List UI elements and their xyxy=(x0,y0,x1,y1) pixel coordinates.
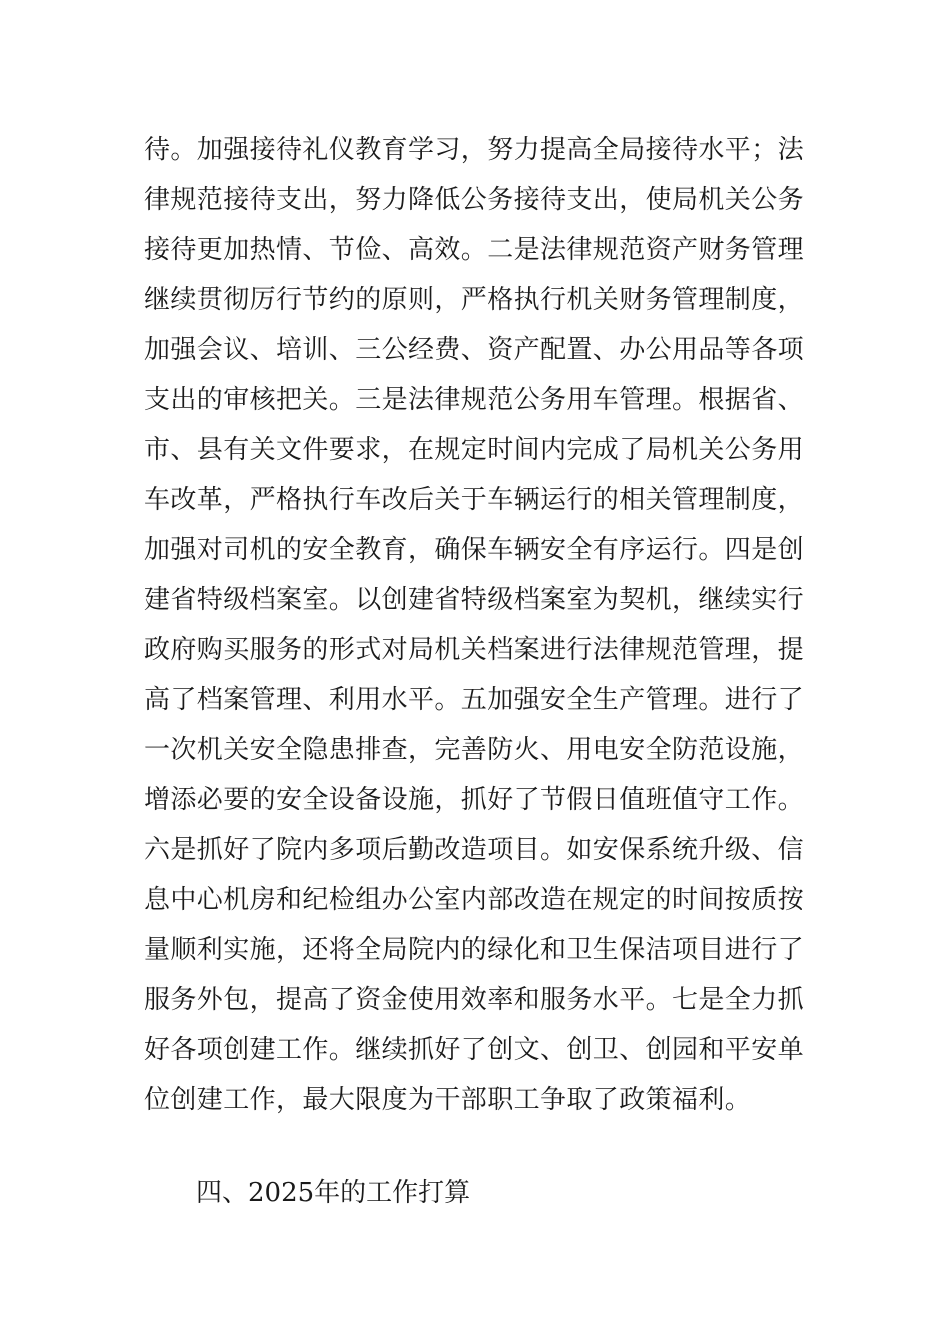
paragraph-line: 待。加强接待礼仪教育学习，努力提高全局接待水平；法 xyxy=(144,135,805,165)
paragraph-line: 好各项创建工作。继续抓好了创文、创卫、创园和平安单 xyxy=(144,1035,805,1065)
section-heading: 四、2025年的工作打算 xyxy=(196,1178,471,1208)
paragraph-line: 息中心机房和纪检组办公室内部改造在规定的时间按质按 xyxy=(144,885,805,915)
paragraph-line: 车改革，严格执行车改后关于车辆运行的相关管理制度， xyxy=(144,485,805,515)
paragraph-line: 六是抓好了院内多项后勤改造项目。如安保系统升级、信 xyxy=(144,835,805,865)
paragraph-line: 加强对司机的安全教育，确保车辆安全有序运行。四是创 xyxy=(144,535,805,565)
paragraph-line: 服务外包，提高了资金使用效率和服务水平。七是全力抓 xyxy=(144,985,805,1015)
paragraph-line: 建省特级档案室。以创建省特级档案室为契机，继续实行 xyxy=(144,585,805,615)
paragraph-line: 支出的审核把关。三是法律规范公务用车管理。根据省、 xyxy=(144,385,805,415)
paragraph-line: 加强会议、培训、三公经费、资产配置、办公用品等各项 xyxy=(144,335,805,365)
paragraph-line: 市、县有关文件要求，在规定时间内完成了局机关公务用 xyxy=(144,435,805,465)
paragraph-line: 律规范接待支出，努力降低公务接待支出，使局机关公务 xyxy=(144,185,805,215)
paragraph-line: 高了档案管理、利用水平。五加强安全生产管理。进行了 xyxy=(144,685,805,715)
paragraph-line: 一次机关安全隐患排查，完善防火、用电安全防范设施， xyxy=(144,735,805,765)
paragraph-line: 增添必要的安全设备设施，抓好了节假日值班值守工作。 xyxy=(144,785,805,815)
paragraph-line: 量顺利实施，还将全局院内的绿化和卫生保洁项目进行了 xyxy=(144,935,805,965)
paragraph-line: 位创建工作，最大限度为干部职工争取了政策福利。 xyxy=(144,1085,752,1115)
paragraph-line: 继续贯彻厉行节约的原则，严格执行机关财务管理制度， xyxy=(144,285,805,315)
body-paragraph xyxy=(144,125,824,1125)
paragraph-line: 政府购买服务的形式对局机关档案进行法律规范管理，提 xyxy=(144,635,805,665)
paragraph-line: 接待更加热情、节俭、高效。二是法律规范资产财务管理 xyxy=(144,235,805,265)
